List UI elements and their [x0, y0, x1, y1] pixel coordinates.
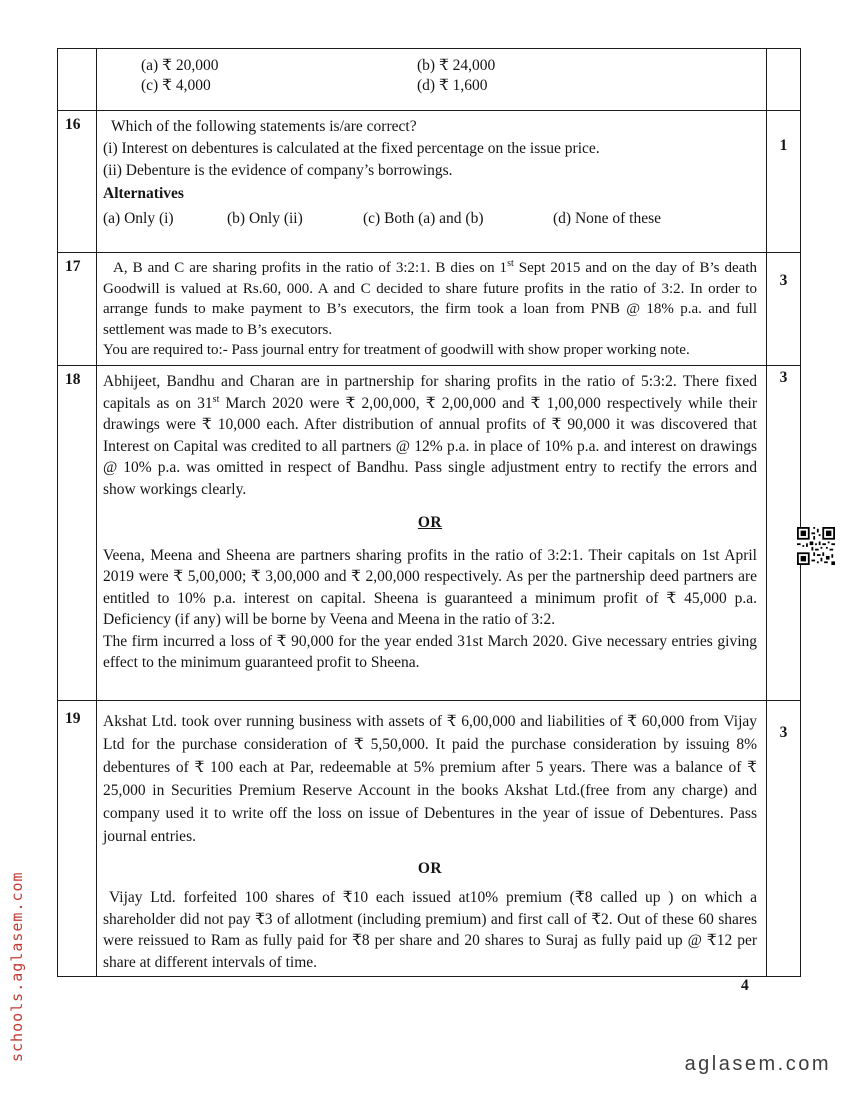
alternative-question-paragraph: The firm incurred a loss of ₹ 90,000 for the year ended 31st March 2020. Give necessary entries giving effect to the minimum guaranteed profit to Sheena. [103, 632, 757, 671]
marks-value: 3 [779, 369, 788, 386]
table-row-question-18 [58, 366, 800, 701]
qr-code-icon [797, 527, 835, 565]
question-paragraph [103, 371, 757, 500]
mcq-option-c: (c) Both (a) and (b) [363, 210, 484, 227]
mcq-option-c: (c) ₹ 4,000 [141, 77, 211, 94]
side-watermark: schools.aglasem.com [8, 871, 26, 1062]
table-row-question-19 [58, 701, 800, 976]
requirement-line: You are required to:- Pass journal entry for treatment of goodwill with show proper working note. [103, 342, 690, 358]
ordinal-superscript: st [507, 258, 514, 269]
question-number: 17 [58, 253, 97, 365]
question-body-cell [97, 49, 767, 110]
or-label: OR [417, 514, 443, 531]
ordinal-superscript: st [212, 393, 220, 405]
or-separator [103, 857, 757, 880]
question-paragraph [103, 258, 757, 340]
mcq-option-a: (a) Only (i) [103, 210, 174, 227]
mcq-option-d: (d) ₹ 1,600 [417, 77, 488, 94]
question-body-cell [97, 253, 767, 365]
paragraph-text: A, B and C are sharing profits in the ratio of 3:2:1. B dies on 1 [113, 260, 508, 276]
footer-brand: aglasem.com [684, 1053, 831, 1075]
alternatives-label: Alternatives [103, 185, 184, 202]
alternative-question-paragraph: Veena, Meena and Sheena are partners sharing profits in the ratio of 3:2:1. Their capitals on 1st April 2019 were ₹ 5,00,000; ₹ 3,00,000 and ₹ 2,00,000 respectively. As per the partnership deed partners are entitled to 10% p.a. interest on capital. Sheena is guaranteed a minimum profit of ₹ 45,000 p.a. Deficiency (if any) will be borne by Veena and Meena in the ratio of 3:2. [103, 546, 757, 628]
question-body-cell [97, 366, 767, 700]
mcq-option-a: (a) ₹ 20,000 [141, 57, 219, 74]
or-label: OR [417, 860, 443, 877]
question-body-cell [97, 111, 767, 252]
question-paragraph: Akshat Ltd. took over running business with assets of ₹ 6,00,000 and liabilities of ₹ 60,000 from Vijay Ltd for the purchase consideration of ₹ 5,50,000. It paid the purchase consideration by issuing 8% debentures of ₹ 100 each at Par, redeemable at 5% premium after 5 years. There was a balance of ₹ 25,000 in Securities Premium Reserve Account in the books Akshat Ltd.(free from any charge) and company used it to write off the loss on issue of Debentures in the year of issue of Debentures. Pass journal entries. [103, 713, 757, 845]
marks-value: 3 [779, 272, 788, 289]
mcq-options-row [103, 208, 757, 230]
or-separator [103, 512, 757, 534]
marks-value: 3 [779, 724, 788, 741]
marks-value: 1 [779, 137, 788, 154]
mcq-option-d: (d) None of these [553, 210, 662, 227]
table-row-question-16 [58, 111, 800, 253]
question-number: 16 [58, 111, 97, 252]
mcq-option-b: (b) ₹ 24,000 [417, 57, 496, 74]
table-row-prev-options [58, 49, 800, 111]
question-table [57, 48, 801, 977]
table-row-question-17 [58, 253, 800, 366]
mcq-option-b: (b) Only (ii) [227, 210, 303, 227]
question-number: 18 [58, 366, 97, 700]
paragraph-text: Abhijeet, Bandhu and Charan are in partnership for sharing profits in the ratio of 5:3:2. There fixed capitals as on 31 [103, 373, 757, 412]
question-body-cell [97, 701, 767, 976]
statement-i: (i) Interest on debentures is calculated at the fixed percentage on the issue price. [103, 140, 600, 157]
paragraph-text: Sept 2015 and on the day of B’s death Goodwill is valued at Rs.60, 000. A and C decided to share future profits in the ratio of 3:2. In order to arrange funds to make payment to B’s executors, the firm took a loan from PNB @ 18% p.a. and full settlement was made to B’s executors. [103, 260, 758, 338]
page-number: 4 [741, 977, 749, 994]
question-stem: Which of the following statements is/are correct? [111, 118, 417, 135]
mcq-options-grid [103, 54, 757, 96]
paragraph-text: March 2020 were ₹ 2,00,000, ₹ 2,00,000 and ₹ 1,00,000 respectively while their drawings were ₹ 10,000 each. After distribution of annual profits of ₹ 90,000 it was discovered that Interest on Capital was credited to all partners @ 12% p.a. in place of 10% p.a. and interest on drawings @ 10% p.a. was omitted in respect of Bandhu. Pass single adjustment entry to rectify the errors and show workings clearly. [103, 394, 757, 498]
question-number: 19 [58, 701, 97, 976]
statement-ii: (ii) Debenture is the evidence of company’s borrowings. [103, 162, 453, 179]
marks-cell [767, 49, 800, 110]
alternative-question-paragraph: Vijay Ltd. forfeited 100 shares of ₹10 each issued at10% premium (₹8 called up ) on which a shareholder did not pay ₹3 of allotment (including premium) and first call of ₹2. Out of these 60 shares were reissued to Ram as fully paid for ₹8 per share and 20 shares to Suraj as fully paid up @ ₹12 per share at different intervals of time. [103, 889, 757, 971]
question-number-cell [58, 49, 97, 110]
